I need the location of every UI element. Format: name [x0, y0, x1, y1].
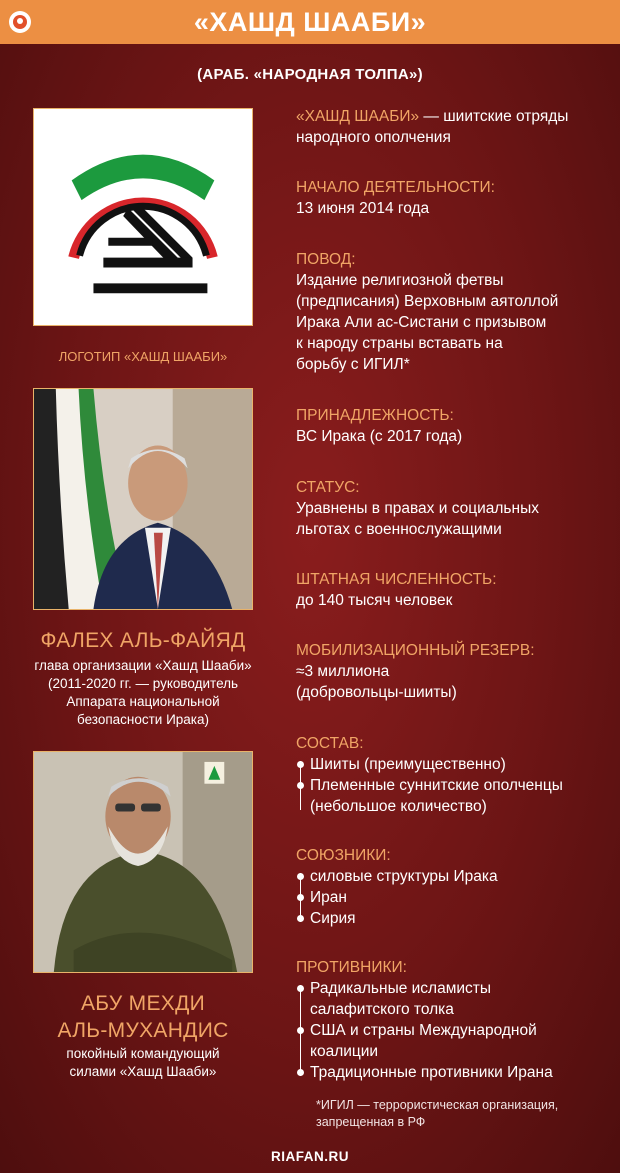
person1-description	[0, 657, 286, 729]
list-item-line: США и страны Международной	[310, 1022, 537, 1039]
hashd-emblem-icon	[34, 109, 252, 325]
page-title: «ХАШД ШААБИ»	[193, 7, 427, 37]
fact-opponents	[296, 957, 601, 1083]
list-item-line: силовые структуры Ирака	[310, 868, 498, 885]
fact-value: 13 июня 2014 года	[296, 200, 430, 217]
list-item	[310, 754, 601, 775]
person2-desc-line: силами «Хашд Шааби»	[69, 1064, 217, 1079]
person2-name-line: АБУ МЕХДИ	[80, 992, 205, 1015]
list-item-line: Шииты (преимущественно)	[310, 756, 506, 773]
list-item	[310, 866, 601, 887]
fact-value-line: льготах с военнослужащими	[296, 521, 502, 538]
list-item-line: Традиционные противники Ирана	[310, 1064, 553, 1081]
list-item-line: Племенные суннитские ополченцы	[310, 777, 563, 794]
list-item-line: коалиции	[310, 1043, 379, 1060]
footnote	[316, 1097, 606, 1131]
portrait-icon	[34, 389, 252, 609]
fact-value-line: (предписания) Верховным аятоллой	[296, 293, 559, 310]
intro-text	[296, 106, 601, 148]
intro-rest: — шиитские отряды	[419, 108, 569, 125]
fact-start	[296, 177, 601, 219]
fact-value-line: Ирака Али ас-Систани с призывом	[296, 314, 547, 331]
fact-label: ПОВОД:	[296, 251, 356, 268]
person2-name-line: АЛЬ-МУХАНДИС	[57, 1019, 229, 1042]
list-item	[310, 978, 601, 1020]
fact-value: до 140 тысяч человек	[296, 592, 453, 609]
fact-allies	[296, 845, 601, 929]
intro-line: народного ополчения	[296, 129, 451, 146]
fact-value-line: борьбу с ИГИЛ*	[296, 356, 410, 373]
fact-value-line: Издание религиозной фетвы	[296, 272, 504, 289]
person1-desc-line: Аппарата национальной	[66, 694, 220, 709]
fact-status	[296, 477, 601, 540]
fact-label: ПРОТИВНИКИ:	[296, 959, 407, 976]
opponents-list	[296, 978, 601, 1083]
emblem-image	[33, 108, 253, 326]
person2-name	[0, 990, 286, 1044]
fact-value-line: ≈3 миллиона	[296, 663, 390, 680]
emblem-caption: ЛОГОТИП «ХАШД ШААБИ»	[58, 349, 228, 364]
intro-highlight: «ХАШД ШААБИ»	[296, 108, 420, 125]
fact-label: ШТАТНАЯ ЧИСЛЕННОСТЬ:	[296, 571, 497, 588]
fact-label: НАЧАЛО ДЕЯТЕЛЬНОСТИ:	[296, 179, 495, 196]
fact-label: МОБИЛИЗАЦИОННЫЙ РЕЗЕРВ:	[296, 642, 535, 659]
fact-composition	[296, 733, 601, 817]
footer-site-link[interactable]: RIAFAN.RU	[271, 1149, 349, 1164]
fact-label: ПРИНАДЛЕЖНОСТЬ:	[296, 407, 454, 424]
person2-desc-line: покойный командующий	[66, 1046, 220, 1061]
list-item	[310, 1062, 601, 1083]
fact-reserve	[296, 640, 601, 703]
header-bar	[0, 0, 620, 44]
page-subtitle: (АРАБ. «НАРОДНАЯ ТОЛПА»)	[197, 66, 423, 83]
person2-description	[0, 1045, 286, 1081]
portrait-icon	[34, 752, 252, 972]
person1-desc-line: глава организации «Хашд Шааби»	[34, 658, 252, 673]
list-item	[310, 1020, 601, 1062]
composition-list	[296, 754, 601, 817]
list-item	[310, 775, 601, 817]
person1-desc-line: безопасности Ирака)	[76, 712, 210, 727]
list-item-line: (небольшое количество)	[310, 798, 487, 815]
fact-strength	[296, 569, 601, 611]
photo-falih-al-fayyadh	[33, 388, 253, 610]
photo-abu-mahdi-al-muhandis	[33, 751, 253, 973]
person1-desc-line: (2011-2020 гг. — руководитель	[47, 676, 239, 691]
list-item-line: салафитского толка	[310, 1001, 454, 1018]
fact-value-line: к народу страны вставать на	[296, 335, 503, 352]
list-item-line: Радикальные исламисты	[310, 980, 492, 997]
fact-value-line: Уравнены в правах и социальных	[296, 500, 539, 517]
fact-value-line: (добровольцы-шииты)	[296, 684, 457, 701]
fact-label: СТАТУС:	[296, 479, 360, 496]
fact-affiliation	[296, 405, 601, 447]
person1-name: ФАЛЕХ АЛЬ-ФАЙЯД	[40, 629, 246, 652]
allies-list	[296, 866, 601, 929]
fact-label: СОСТАВ:	[296, 735, 364, 752]
list-item	[310, 887, 601, 908]
fact-reason	[296, 249, 601, 375]
list-item-line: Иран	[310, 889, 347, 906]
fact-label: СОЮЗНИКИ:	[296, 847, 391, 864]
list-item	[310, 908, 601, 929]
footnote-line: запрещенная в РФ	[316, 1115, 426, 1129]
list-item-line: Сирия	[310, 910, 356, 927]
footnote-line: *ИГИЛ — террористическая организация,	[316, 1098, 559, 1112]
fact-value: ВС Ирака (с 2017 года)	[296, 428, 463, 445]
